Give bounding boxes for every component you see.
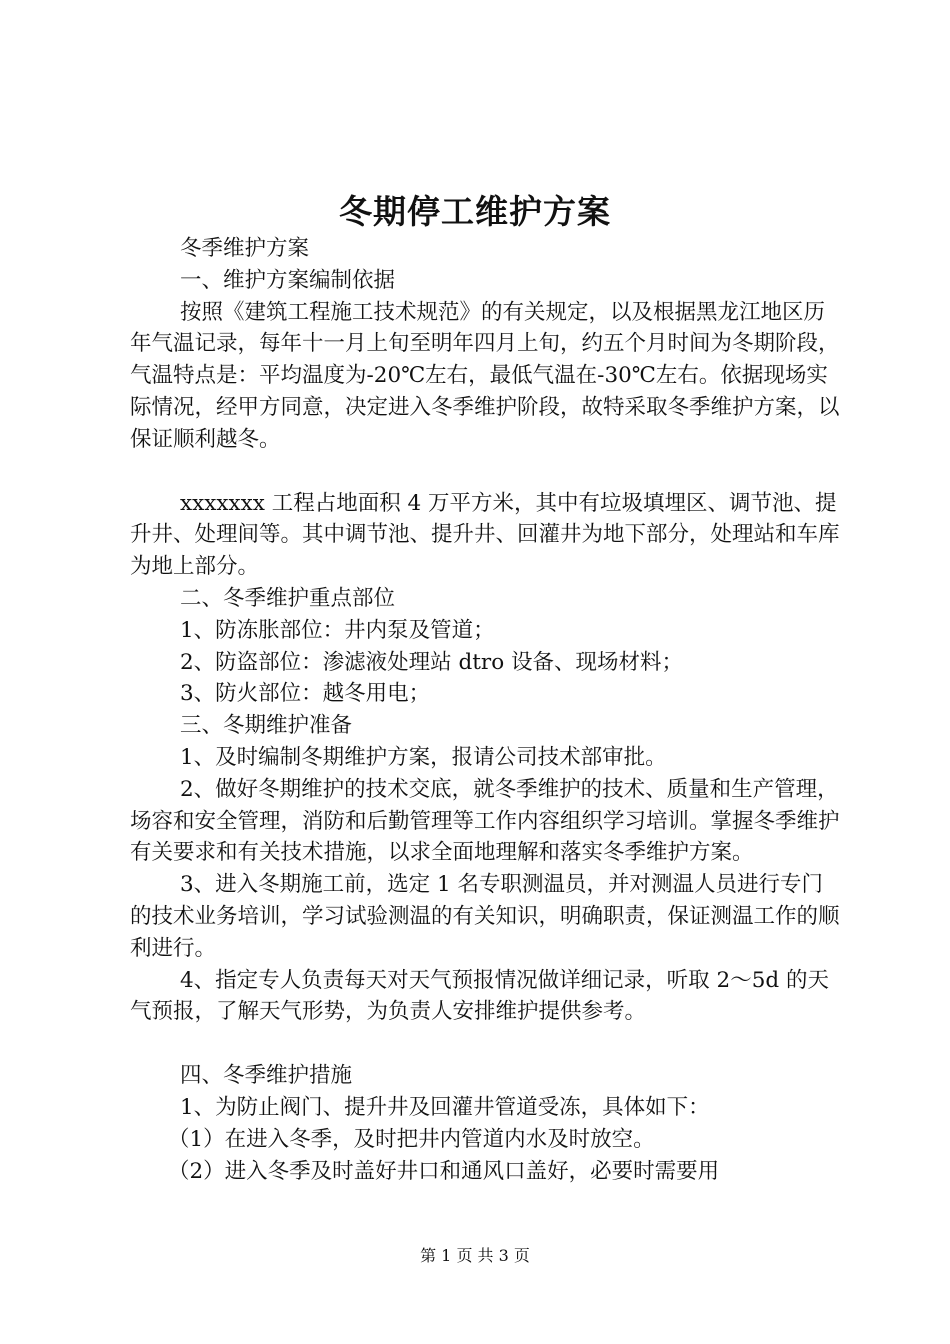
page-footer: 第 1 页 共 3 页: [420, 1246, 530, 1265]
list-item: 1、及时编制冬期维护方案，报请公司技术部审批。: [180, 744, 667, 770]
section-heading: 三、冬期维护准备: [180, 713, 353, 739]
paragraph-gap: [130, 1028, 842, 1060]
list-item: （2）进入冬季及时盖好井口和通风口盖好，必要时需要用: [168, 1158, 720, 1184]
paragraph-gap: [130, 456, 842, 488]
list-item: 2、防盗部位：渗滤液处理站 dtro 设备、现场材料；: [180, 649, 683, 675]
list-item: （1）在进入冬季，及时把井内管道内水及时放空。: [168, 1126, 655, 1152]
paragraph: xxxxxxx 工程占地面积 4 万平方米，其中有垃圾填埋区、调节池、提升井、处理间等。其中调节池、提升井、回灌井为地下部分，处理站和车库为地上部分。: [130, 490, 840, 580]
paragraph: 2、做好冬期维护的技术交底，就冬季维护的技术、质量和生产管理，场容和安全管理，消防和后勤管理等工作内容组织学习培训。掌握冬季维护有关要求和有关技术措施，以求全面地理解和落实冬季维护方案。: [130, 776, 840, 866]
section-heading: 四、冬季维护措施: [180, 1063, 353, 1089]
paragraph: 按照《建筑工程施工技术规范》的有关规定，以及根据黑龙江地区历年气温记录，每年十一月上旬至明年四月上旬，约五个月时间为冬期阶段，气温特点是：平均温度为-20℃左右，最低气温在-30℃左右。依据现场实际情况，经甲方同意，决定进入冬季维护阶段，故特采取冬季维护方案，以保证顺利越冬。: [130, 299, 840, 452]
section-heading: 一、维护方案编制依据: [180, 267, 396, 293]
section-heading: 二、冬季维护重点部位: [180, 585, 396, 611]
document-body: [130, 233, 842, 1187]
paragraph: 4、指定专人负责每天对天气预报情况做详细记录，听取 2～5d 的天气预报，了解天气形势，为负责人安排维护提供参考。: [130, 967, 829, 1025]
list-item: 3、防火部位：越冬用电；: [180, 681, 431, 707]
paragraph: 3、进入冬期施工前，选定 1 名专职测温员，并对测温人员进行专门的技术业务培训，学习试验测温的有关知识，明确职责，保证测温工作的顺利进行。: [130, 872, 840, 961]
section-heading: 冬季维护方案: [180, 236, 310, 261]
document-title: 冬期停工维护方案: [339, 192, 611, 231]
list-item: 1、防冻胀部位：井内泵及管道；: [180, 617, 495, 643]
list-item: 1、为防止阀门、提升井及回灌井管道受冻，具体如下：: [180, 1094, 710, 1120]
